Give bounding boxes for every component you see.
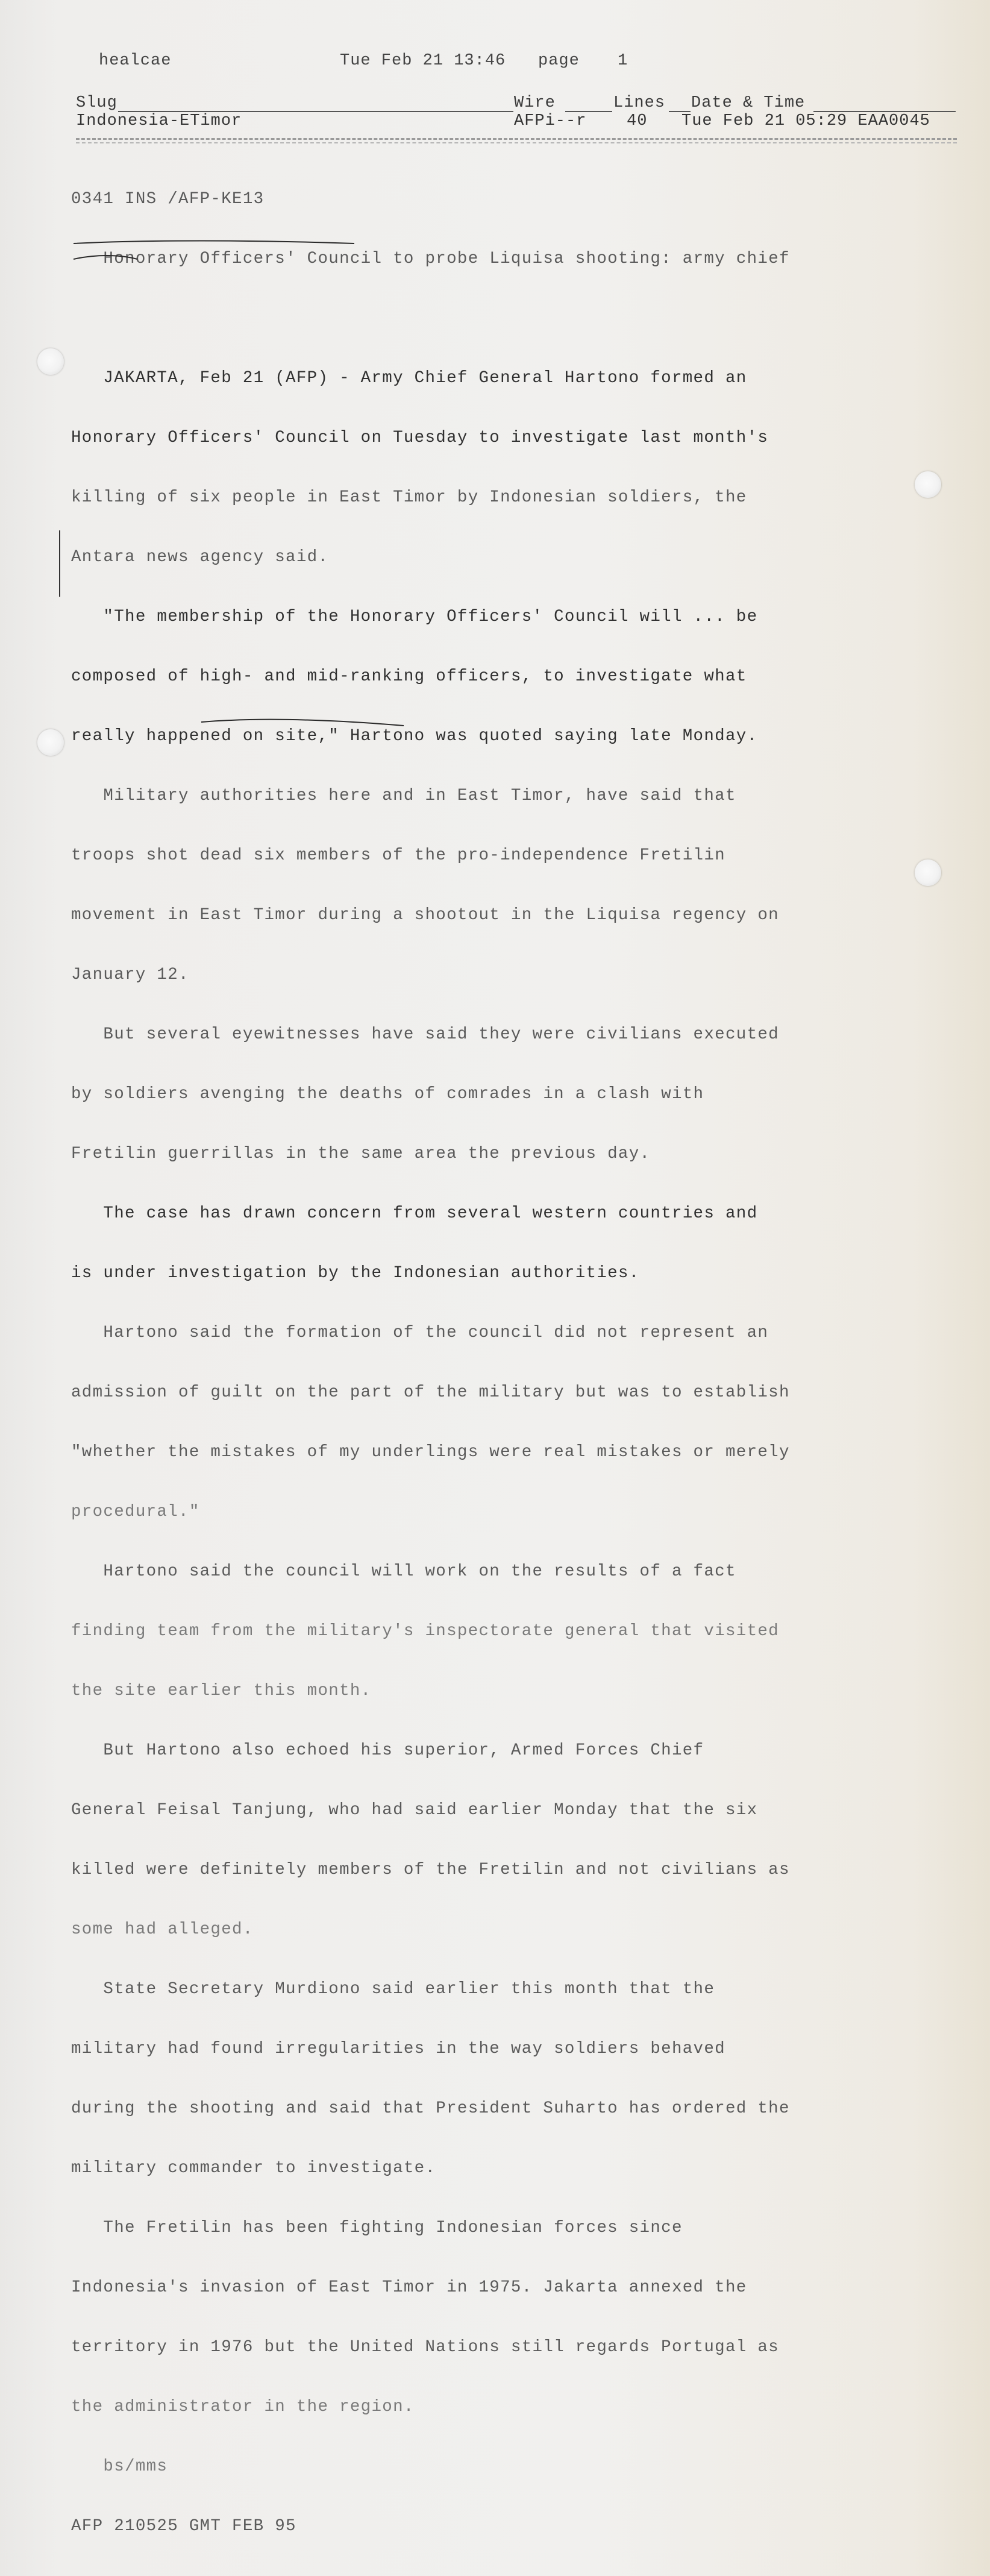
- story-line: the site earlier this month.: [71, 1682, 372, 1700]
- story-line: General Feisal Tanjung, who had said earlier Monday that the six: [71, 1801, 758, 1820]
- story-line: movement in East Timor during a shootout in the Liquisa regency on: [71, 906, 779, 925]
- story-line: [71, 309, 951, 328]
- story-line: Honorary Officers' Council on Tuesday to investigate last month's: [71, 429, 769, 447]
- datetime-value: Tue Feb 21 05:29 EAA0045: [681, 112, 930, 130]
- story-line: But Hartono also echoed his superior, Armed Forces Chief: [71, 1741, 704, 1760]
- lines-value: 40: [627, 112, 648, 130]
- story-line: by soldiers avenging the deaths of comrades in a clash with: [71, 1085, 704, 1104]
- story-line: "whether the mistakes of my underlings were real mistakes or merely: [71, 1443, 790, 1462]
- punch-hole: [37, 729, 64, 756]
- story-line: Indonesia's invasion of East Timor in 1975. Jakarta annexed the: [71, 2278, 747, 2297]
- lines-label: Lines: [613, 94, 666, 112]
- story-line: "The membership of the Honorary Officers' Council will ... be: [71, 608, 758, 626]
- story-line: The case has drawn concern from several western countries and: [71, 1204, 758, 1223]
- story-line: finding team from the military's inspectorate general that visited: [71, 1622, 779, 1641]
- wire-value: AFPi--r: [514, 112, 587, 130]
- dashed-separator-shadow: [76, 142, 957, 143]
- story-line: Hartono said the council will work on the results of a fact: [71, 1562, 736, 1581]
- story-line: military commander to investigate.: [71, 2159, 436, 2178]
- story-line: bs/mms: [71, 2457, 168, 2476]
- story-line: troops shot dead six members of the pro-independence Fretilin: [71, 846, 725, 865]
- story-line: January 12.: [71, 966, 189, 984]
- story-line: Military authorities here and in East Timor, have said that: [71, 787, 736, 805]
- header-date: Tue Feb 21 13:46: [340, 52, 506, 70]
- story-line: The Fretilin has been fighting Indonesian forces since: [71, 2219, 683, 2237]
- story-line: the administrator in the region.: [71, 2398, 415, 2416]
- wire-label: Wire: [514, 94, 556, 112]
- dashed-separator: [76, 138, 957, 140]
- story-line: killing of six people in East Timor by Indonesian soldiers, the: [71, 488, 747, 507]
- story-id-line: 0341 INS /AFP-KE13: [71, 190, 265, 209]
- story-line: AFP 210525 GMT FEB 95: [71, 2517, 296, 2536]
- margin-bar-mark: [59, 530, 60, 597]
- headline-text: Honorary Officers' Council to probe Liquisa shooting: army chief: [103, 250, 790, 268]
- slug-label: Slug: [76, 94, 117, 112]
- handwritten-underline-mark: [71, 236, 409, 266]
- handwritten-underline-mark-2: [199, 711, 416, 729]
- story-line: Fretilin guerrillas in the same area the previous day.: [71, 1145, 651, 1163]
- story-line: admission of guilt on the part of the military but was to establish: [71, 1383, 790, 1402]
- slug-value: Indonesia-ETimor: [76, 112, 242, 130]
- story-line: But several eyewitnesses have said they were civilians executed: [71, 1025, 779, 1044]
- header-user: healcae: [99, 52, 172, 70]
- story-line: some had alleged.: [71, 1920, 254, 1939]
- story-line: killed were definitely members of the Fretilin and not civilians as: [71, 1861, 790, 1879]
- punch-hole: [915, 471, 941, 498]
- datetime-label: Date & Time: [691, 94, 806, 112]
- story-line: territory in 1976 but the United Nations still regards Portugal as: [71, 2338, 779, 2357]
- story-line: during the shooting and said that President Suharto has ordered the: [71, 2099, 790, 2118]
- story-line: Antara news agency said.: [71, 548, 329, 567]
- story-body: [71, 149, 951, 2576]
- story-line: procedural.": [71, 1503, 200, 1521]
- punch-hole: [37, 348, 64, 375]
- story-line: Hartono said the formation of the council did not represent an: [71, 1324, 769, 1342]
- header-page-number: 1: [618, 52, 628, 70]
- story-line: is under investigation by the Indonesian authorities.: [71, 1264, 640, 1283]
- story-line: composed of high- and mid-ranking officers, to investigate what: [71, 667, 747, 686]
- punch-hole: [915, 859, 941, 886]
- story-line: military had found irregularities in the way soldiers behaved: [71, 2040, 725, 2058]
- story-line: really happened on site," Hartono was quoted saying late Monday.: [71, 727, 758, 746]
- header-page-label: page: [538, 52, 580, 70]
- story-line: State Secretary Murdiono said earlier this month that the: [71, 1980, 715, 1999]
- story-line: JAKARTA, Feb 21 (AFP) - Army Chief General Hartono formed an: [71, 369, 747, 388]
